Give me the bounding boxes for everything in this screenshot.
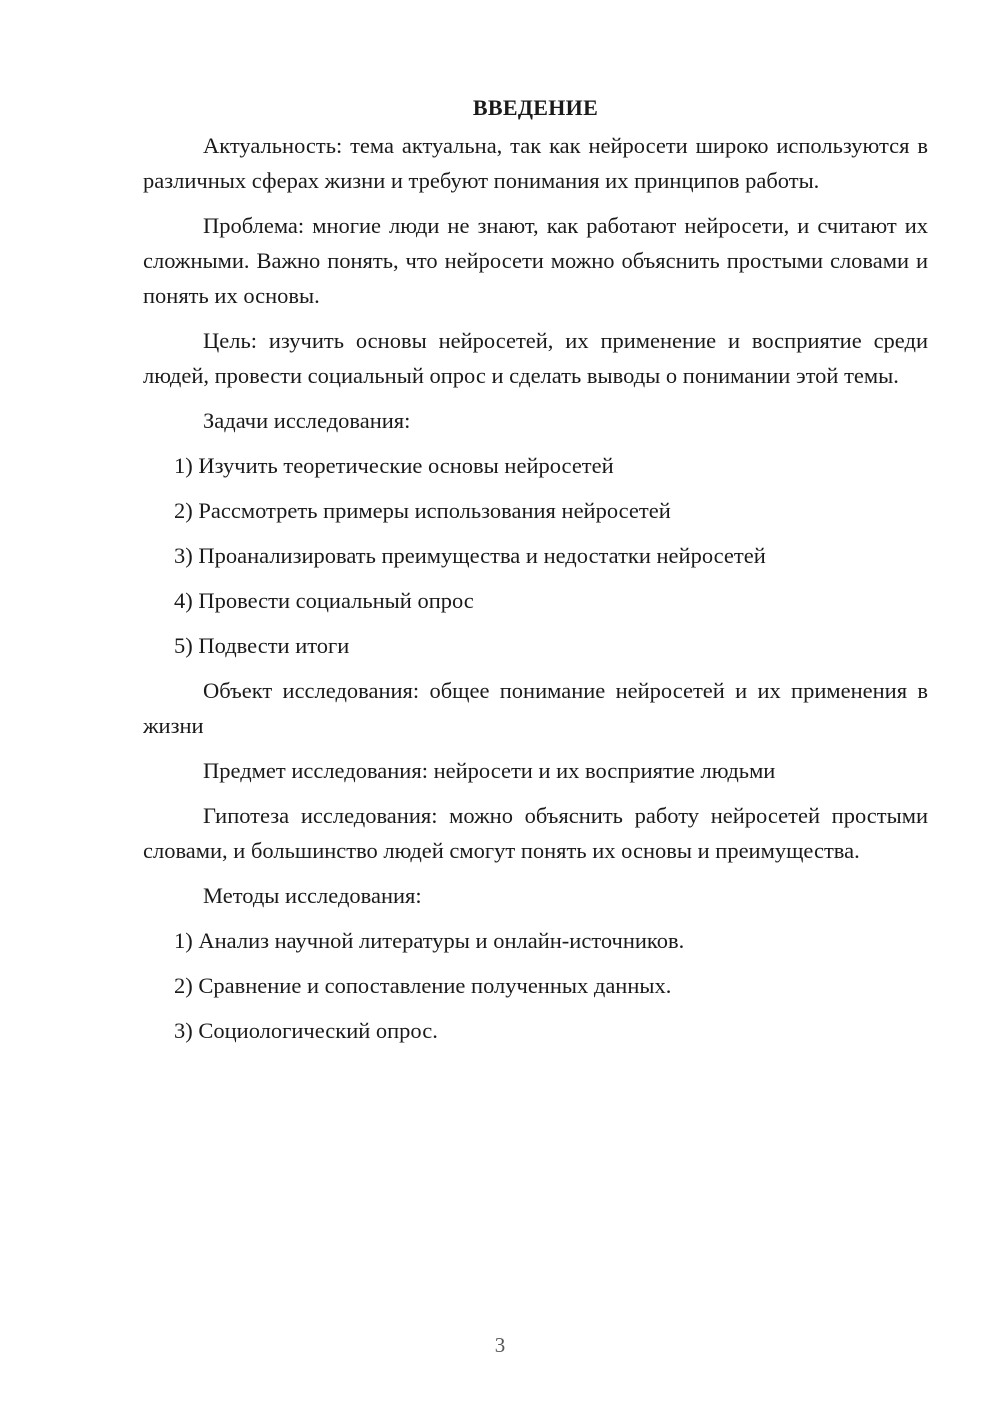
page-number: 3 — [494, 1333, 506, 1357]
tasks-heading: Задачи исследования: — [203, 408, 411, 433]
subject-paragraph: Предмет исследования: нейросети и их восприятие людьми — [203, 758, 776, 783]
task-item: 1) Изучить теоретические основы нейросетей — [174, 453, 614, 478]
task-item: 3) Проанализировать преимущества и недостатки нейросетей — [174, 543, 766, 568]
task-item: 5) Подвести итоги — [174, 633, 350, 658]
task-item: 4) Провести социальный опрос — [174, 588, 474, 613]
object-paragraph: Объект исследования: общее понимание нейросетей и их применения в жизни — [143, 678, 928, 738]
goal-paragraph: Цель: изучить основы нейросетей, их применение и восприятие среди людей, провести социальный опрос и сделать выводы о понимании этой темы. — [143, 328, 928, 388]
task-item: 2) Рассмотреть примеры использования нейросетей — [174, 498, 671, 523]
hypothesis-paragraph: Гипотеза исследования: можно объяснить работу нейросетей простыми словами, и большинство людей смогут понять их основы и преимущества. — [143, 803, 928, 863]
methods-list — [143, 923, 928, 1048]
tasks-list — [143, 448, 928, 663]
problem-paragraph: Проблема: многие люди не знают, как работают нейросети, и считают их сложными. Важно понять, что нейросети можно объяснить простыми словами и понять их основы. — [143, 213, 928, 308]
methods-heading: Методы исследования: — [203, 883, 422, 908]
relevance-paragraph: Актуальность: тема актуальна, так как нейросети широко используются в различных сферах жизни и требуют понимания их принципов работы. — [143, 133, 928, 193]
method-item: 3) Социологический опрос. — [174, 1018, 438, 1043]
method-item: 2) Сравнение и сопоставление полученных данных. — [174, 973, 672, 998]
document-page — [143, 90, 928, 1058]
section-title: ВВЕДЕНИЕ — [472, 95, 599, 120]
method-item: 1) Анализ научной литературы и онлайн-источников. — [174, 928, 685, 953]
